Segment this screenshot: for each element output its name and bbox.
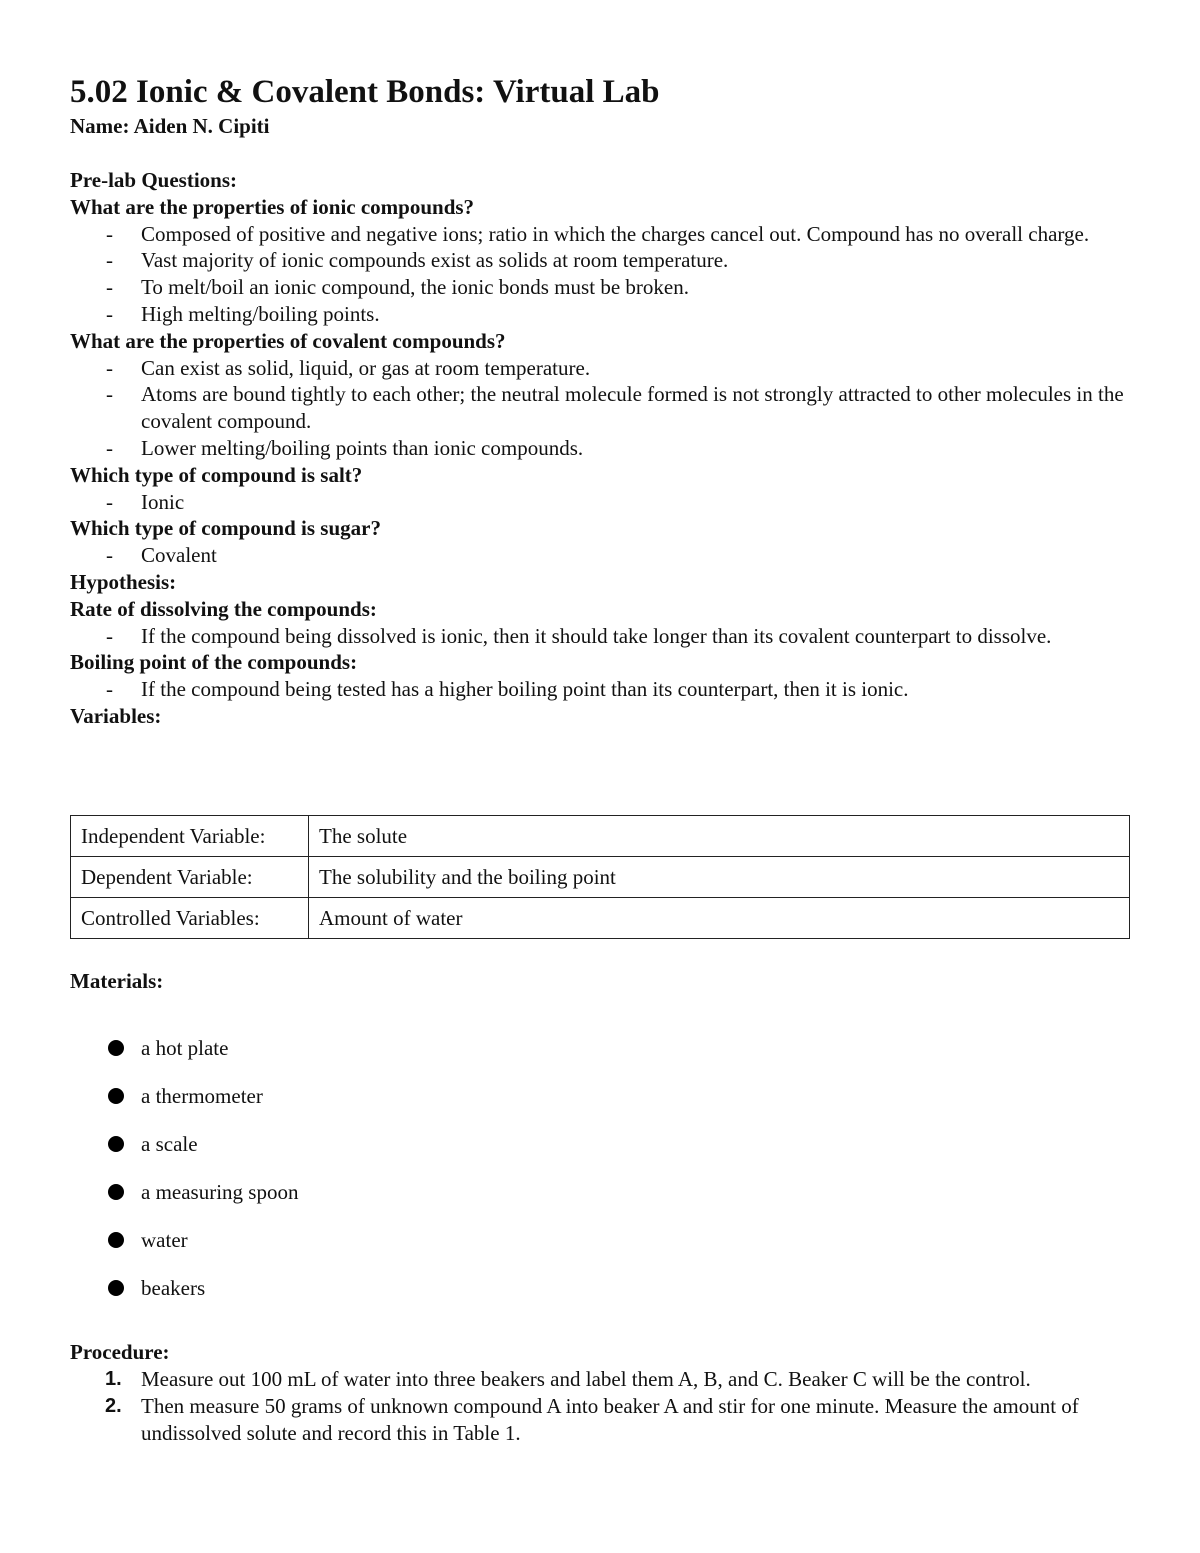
table-cell-label: Controlled Variables: — [71, 898, 309, 939]
step-number: 1. — [105, 1368, 122, 1390]
materials-heading: Materials: — [70, 969, 164, 993]
prelab-and-hypothesis — [70, 167, 1130, 730]
list-item: a hot plate — [70, 1033, 298, 1081]
list-item: - If the compound being dissolved is ionic, then it should take longer than its covalent counterpart to dissolve. — [70, 623, 1130, 650]
table-cell-label: Dependent Variable: — [71, 857, 309, 898]
list-item: a measuring spoon — [70, 1177, 298, 1225]
step-text: Then measure 50 grams of unknown compound A into beaker A and stir for one minute. Measure the amount of undissolved solute and record this in Table 1. — [141, 1393, 1079, 1445]
step-number: 2. — [105, 1394, 122, 1417]
step-text: Measure out 100 mL of water into three beakers and label them A, B, and C. Beaker C will be the control. — [141, 1367, 1031, 1391]
hypothesis-boiling-list — [70, 676, 1130, 703]
table-cell-label: Independent Variable: — [71, 816, 309, 857]
hypothesis-boiling-heading: Boiling point of the compounds: — [70, 650, 358, 675]
table-row — [71, 898, 1130, 939]
list-item: - Can exist as solid, liquid, or gas at room temperature. — [70, 355, 1130, 382]
hypothesis-heading: Hypothesis: — [70, 569, 177, 594]
list-item: beakers — [70, 1273, 298, 1321]
list-item: a thermometer — [70, 1081, 298, 1129]
document-title: 5.02 Ionic & Covalent Bonds: Virtual Lab — [70, 74, 660, 110]
list-item: - High melting/boiling points. — [70, 301, 1130, 328]
list-item: - Atoms are bound tightly to each other; the neutral molecule formed is not strongly attracted to other molecules in the covalent compound. — [70, 381, 1130, 435]
variables-table — [70, 815, 1130, 939]
list-item: - Composed of positive and negative ions; ratio in which the charges cancel out. Compound has no overall charge. — [70, 221, 1130, 248]
list-item: - Vast majority of ionic compounds exist as solids at room temperature. — [70, 247, 1130, 274]
list-item: - If the compound being tested has a higher boiling point than its counterpart, then it is ionic. — [70, 676, 1130, 703]
materials-list — [70, 1033, 298, 1321]
list-item: a scale — [70, 1129, 298, 1177]
answer-list-covalent — [70, 355, 1130, 462]
table-row — [71, 857, 1130, 898]
list-item: - Ionic — [70, 489, 1130, 516]
answer-list-ionic — [70, 221, 1130, 328]
question-covalent-properties: What are the properties of covalent compounds? — [70, 328, 506, 353]
table-cell-value: Amount of water — [309, 898, 1130, 939]
hypothesis-dissolving-list — [70, 623, 1130, 650]
variables-heading: Variables: — [70, 703, 162, 728]
table-row — [71, 816, 1130, 857]
table-cell-value: The solubility and the boiling point — [309, 857, 1130, 898]
question-salt-type: Which type of compound is salt? — [70, 462, 363, 487]
list-item: - Lower melting/boiling points than ionic compounds. — [70, 435, 1130, 462]
question-ionic-properties: What are the properties of ionic compounds? — [70, 194, 475, 219]
procedure-heading: Procedure: — [70, 1340, 170, 1364]
hypothesis-dissolving-heading: Rate of dissolving the compounds: — [70, 596, 377, 621]
list-item: - Covalent — [70, 542, 1130, 569]
procedure-list — [70, 1366, 1130, 1446]
student-name: Name: Aiden N. Cipiti — [70, 114, 270, 138]
list-item — [70, 1393, 1130, 1447]
question-sugar-type: Which type of compound is sugar? — [70, 516, 381, 541]
answer-list-salt — [70, 489, 1130, 516]
list-item: - To melt/boil an ionic compound, the ionic bonds must be broken. — [70, 274, 1130, 301]
list-item: water — [70, 1225, 298, 1273]
prelab-heading: Pre-lab Questions: — [70, 168, 238, 192]
answer-list-sugar — [70, 542, 1130, 569]
table-cell-value: The solute — [309, 816, 1130, 857]
list-item — [70, 1366, 1130, 1393]
